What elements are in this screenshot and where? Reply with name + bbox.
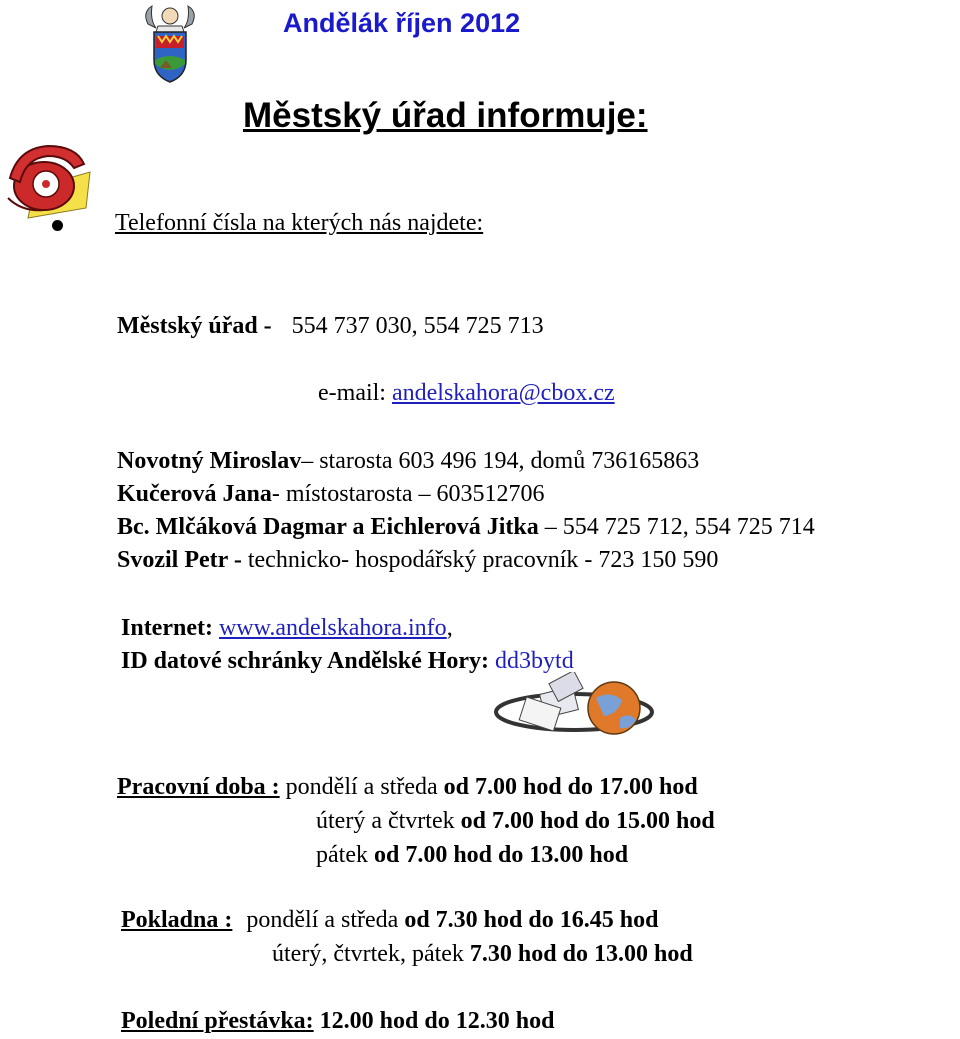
website-link[interactable]: www.andelskahora.info xyxy=(218,615,447,641)
cash-desk-days: úterý, čtvrtek, pátek xyxy=(272,941,464,967)
lunch-break-label: Polední přestávka: xyxy=(121,1008,314,1034)
office-hours-time: od 7.00 hod do 15.00 hod xyxy=(460,808,715,834)
office-label: Městský úřad - xyxy=(117,313,272,339)
email-link[interactable]: andelskahora@cbox.cz xyxy=(391,380,615,406)
coat-of-arms-icon xyxy=(140,2,200,84)
office-hours-time: od 7.00 hod do 17.00 hod xyxy=(443,774,698,800)
contact-row xyxy=(117,448,699,475)
databox-label: ID datové schránky Andělské Hory: xyxy=(121,648,490,674)
office-hours-days: pondělí a středa xyxy=(285,774,438,800)
contact-detail: – starosta 603 496 194, domů 736165863 xyxy=(301,448,700,474)
internet-label: Internet: xyxy=(121,615,213,641)
contact-row xyxy=(117,481,545,508)
office-phone-line xyxy=(117,313,544,340)
cash-desk-days: pondělí a středa xyxy=(246,907,399,933)
databox-id: dd3bytd xyxy=(495,648,574,674)
databox-line xyxy=(121,648,574,675)
email-line xyxy=(318,380,615,407)
contact-row xyxy=(117,547,718,574)
office-hours-line xyxy=(316,808,715,835)
lunch-break-time: 12.00 hod do 12.30 hod xyxy=(319,1008,555,1034)
contact-name: Kučerová Jana xyxy=(117,481,272,507)
office-hours-time: od 7.00 hod do 13.00 hod xyxy=(373,842,629,868)
globe-mail-icon xyxy=(492,672,662,744)
office-hours-line xyxy=(117,774,698,801)
cash-desk-label: Pokladna : xyxy=(121,907,233,933)
bullet-icon xyxy=(52,220,63,231)
email-label: e-mail: xyxy=(318,380,386,406)
contact-detail: - místostarosta – 603512706 xyxy=(271,481,545,507)
cash-desk-time: 7.30 hod do 13.00 hod xyxy=(469,941,693,967)
internet-line xyxy=(121,615,453,642)
page-title: Městský úřad informuje: xyxy=(243,96,648,135)
contact-detail: technicko- hospodářský pracovník - 723 150 590 xyxy=(241,547,719,573)
contact-row xyxy=(117,514,815,541)
lunch-break-line xyxy=(121,1008,554,1035)
contact-detail: – 554 725 712, 554 725 714 xyxy=(538,514,815,540)
contact-name: Novotný Miroslav xyxy=(117,448,302,474)
office-numbers: 554 737 030, 554 725 713 xyxy=(291,313,544,339)
masthead: Andělák říjen 2012 xyxy=(283,8,521,38)
cash-desk-time: od 7.30 hod do 16.45 hod xyxy=(404,907,659,933)
contact-name: Bc. Mlčáková Dagmar a Eichlerová Jitka xyxy=(117,514,539,540)
office-hours-line xyxy=(316,842,628,869)
cash-desk-line xyxy=(121,907,658,934)
office-hours-label: Pracovní doba : xyxy=(117,774,280,800)
internet-comma: , xyxy=(446,615,453,641)
office-hours-days: úterý a čtvrtek xyxy=(316,808,455,834)
phones-heading: Telefonní čísla na kterých nás najdete: xyxy=(115,210,484,236)
contact-name: Svozil Petr - xyxy=(117,547,242,573)
cash-desk-line xyxy=(272,941,693,968)
telephone-icon xyxy=(4,138,96,220)
office-hours-days: pátek xyxy=(316,842,368,868)
